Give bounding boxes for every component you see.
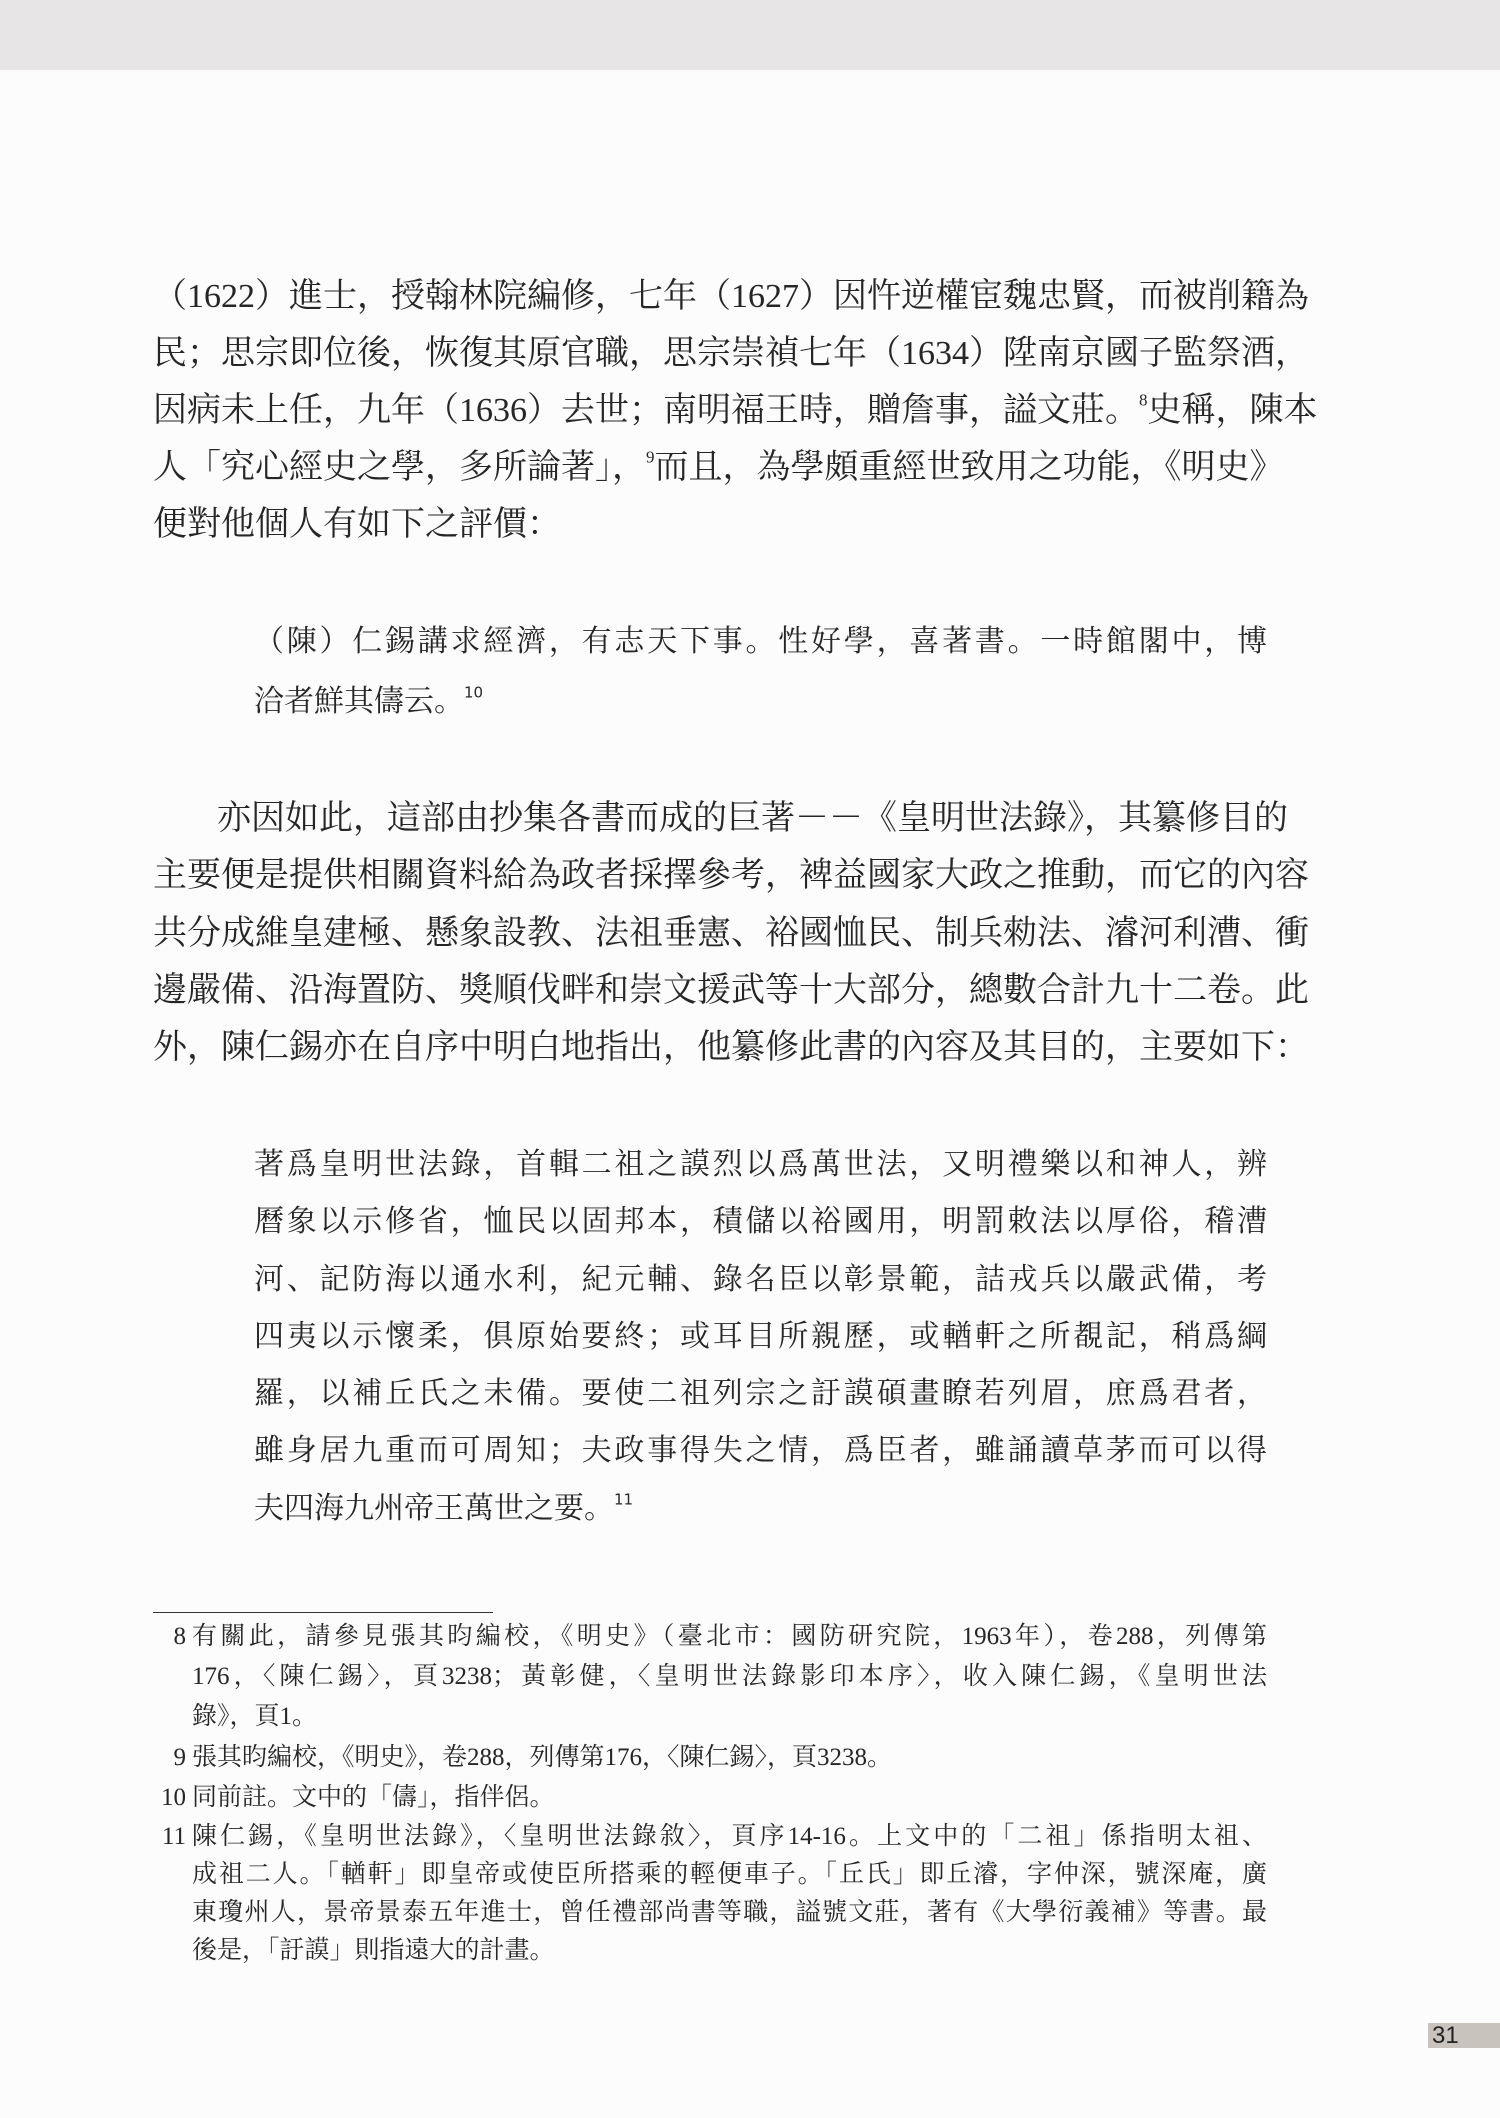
body-paragraph-2 bbox=[153, 790, 1309, 1076]
text-segment: 張其昀編校，《明史》，卷288，列傳第176，〈陳仁錫〉，頁3238。 bbox=[192, 1744, 893, 1771]
text-line bbox=[254, 1251, 1267, 1308]
footnote-number: 9 bbox=[173, 1744, 186, 1771]
text-segment: 外，陳仁錫亦在自序中明白地指出，他纂修此書的內容及其目的，主要如下： bbox=[153, 1029, 1309, 1067]
text-line bbox=[192, 1856, 1267, 1894]
text-segment: 河、記防海以通水利，紀元輔、錄名臣以彰景範，詰戎兵以嚴武備，考 bbox=[254, 1261, 1267, 1297]
text-line bbox=[192, 1778, 1267, 1818]
text-segment: 曆象以示修省，恤民以固邦本，積儲以裕國用，明罰敕法以厚俗，稽漕 bbox=[254, 1204, 1267, 1240]
text-line bbox=[192, 1617, 1267, 1657]
text-segment: 共分成維皇建極、懸象設教、法祖垂憲、裕國恤民、制兵勑法、濬河利漕、衝 bbox=[153, 914, 1309, 952]
text-line bbox=[153, 439, 1284, 496]
text-line bbox=[192, 1738, 1267, 1778]
text-line bbox=[254, 1193, 1267, 1250]
block-quote-2 bbox=[254, 1136, 1267, 1537]
footnote-number: 11 bbox=[161, 1823, 186, 1850]
footnote-9 bbox=[150, 1738, 1267, 1778]
text-line bbox=[192, 1894, 1267, 1932]
text-segment: 邊嚴備、沿海置防、獎順伐畔和崇文援武等十大部分，總數合計九十二卷。此 bbox=[153, 971, 1309, 1009]
text-segment: 洽者鮮其儔云。 bbox=[254, 684, 464, 719]
text-line bbox=[153, 905, 1309, 962]
text-line bbox=[153, 325, 1309, 382]
text-segment: 史稱，陳本 bbox=[1147, 392, 1318, 429]
text-line bbox=[153, 1019, 1309, 1076]
footnote-10 bbox=[150, 1778, 1267, 1818]
text-line bbox=[153, 847, 1309, 904]
text-segment: 便對他個人有如下之評價： bbox=[153, 506, 561, 543]
text-line bbox=[153, 382, 1318, 439]
footnote-reference: 10 bbox=[464, 683, 484, 702]
text-line bbox=[192, 1818, 1267, 1856]
text-segment: 著爲皇明世法錄，首輯二祖之謨烈以爲萬世法，又明禮樂以和神人，辨 bbox=[254, 1147, 1267, 1182]
footnote-11 bbox=[150, 1818, 1267, 1970]
text-segment: 成祖二人。「輶軒」即皇帝或使臣所搭乘的輕便車子。「丘氏」即丘濬，字仲深，號深庵，廣 bbox=[192, 1861, 1267, 1888]
text-line bbox=[254, 1480, 1267, 1537]
text-segment: 四夷以示懷柔，俱原始要終；或耳目所親歷，或輶軒之所覩記，稍爲綱 bbox=[254, 1318, 1267, 1354]
text-line bbox=[153, 790, 1288, 847]
text-segment: 雖身居九重而可周知；夫政事得失之情，爲臣者，雖誦讀草茅而可以得 bbox=[254, 1433, 1267, 1469]
text-line bbox=[254, 1308, 1267, 1365]
text-segment: 因病未上任，九年（1636）去世；南明福王時，贈詹事，謚文莊。 bbox=[153, 392, 1139, 429]
text-segment: 夫四海九州帝王萬世之要。 bbox=[254, 1490, 614, 1526]
text-segment: 176，〈陳仁錫〉，頁3238；黃彰健，〈皇明世法錄影印本序〉，收入陳仁錫，《皇明世法 bbox=[192, 1663, 1267, 1690]
text-segment: 同前註。文中的「儔」，指伴侶。 bbox=[192, 1784, 555, 1811]
text-line bbox=[153, 496, 1267, 553]
text-line bbox=[192, 1932, 1267, 1970]
text-line bbox=[254, 1365, 1267, 1422]
text-segment: 主要便是提供相關資料給為政者採擇參考，裨益國家大政之推動，而它的內容 bbox=[153, 857, 1309, 895]
text-segment: 亦因如此，這部由抄集各書而成的巨著－－《皇明世法錄》，其纂修目的 bbox=[217, 800, 1288, 837]
footnote-text bbox=[192, 1617, 1267, 1737]
scan-top-margin bbox=[0, 0, 1500, 70]
footnote-number: 10 bbox=[161, 1784, 186, 1811]
text-segment: 人「究心經史之學，多所論著」， bbox=[153, 449, 646, 486]
footnote-text bbox=[192, 1818, 1267, 1970]
text-line bbox=[153, 962, 1309, 1019]
footnote-reference: 9 bbox=[646, 447, 655, 467]
page-number: 31 bbox=[1428, 2023, 1500, 2048]
text-segment: 錄》，頁1。 bbox=[192, 1703, 318, 1730]
block-quote-1 bbox=[254, 612, 1267, 732]
footnote-8 bbox=[150, 1617, 1267, 1737]
text-segment: 羅，以補丘氏之未備。要使二祖列宗之訏謨碩畫瞭若列眉，庶爲君者， bbox=[254, 1376, 1267, 1412]
footnote-separator bbox=[153, 1612, 493, 1613]
text-line bbox=[254, 672, 1267, 732]
footnote-number: 8 bbox=[173, 1623, 186, 1650]
body-paragraph-1 bbox=[153, 268, 1318, 553]
footnote-reference: 11 bbox=[614, 1490, 634, 1509]
text-line bbox=[192, 1697, 1267, 1737]
text-line bbox=[192, 1657, 1267, 1697]
text-segment: 陳仁錫，《皇明世法錄》，〈皇明世法錄敘〉，頁序14-16。上文中的「二祖」係指明太祖、 bbox=[192, 1823, 1267, 1850]
footnote-text bbox=[192, 1738, 1267, 1778]
text-line bbox=[153, 268, 1309, 325]
text-segment: 民；思宗即位後，恢復其原官職，思宗崇禎七年（1634）陞南京國子監祭酒， bbox=[153, 335, 1309, 372]
text-segment: 有關此，請參見張其昀編校，《明史》（臺北市：國防研究院，1963年），卷288，列傳第 bbox=[192, 1623, 1267, 1650]
text-segment: 而且，為學頗重經世致用之功能，《明史》 bbox=[654, 449, 1284, 486]
text-segment: （陳）仁錫講求經濟，有志天下事。性好學，喜著書。一時館閣中，博 bbox=[254, 624, 1267, 659]
text-line bbox=[254, 1136, 1267, 1193]
text-line bbox=[254, 612, 1267, 672]
footnote-reference: 8 bbox=[1139, 390, 1148, 410]
footnote-text bbox=[192, 1778, 1267, 1818]
text-segment: 東瓊州人，景帝景泰五年進士，曾任禮部尚書等職，謚號文莊，著有《大學衍義補》等書。最 bbox=[192, 1899, 1267, 1926]
text-segment: （1622）進士，授翰林院編修，七年（1627）因忤逆權宦魏忠賢，而被削籍為 bbox=[153, 278, 1309, 315]
text-segment: 後是，「訏謨」則指遠大的計畫。 bbox=[192, 1937, 555, 1964]
text-line bbox=[254, 1422, 1267, 1479]
